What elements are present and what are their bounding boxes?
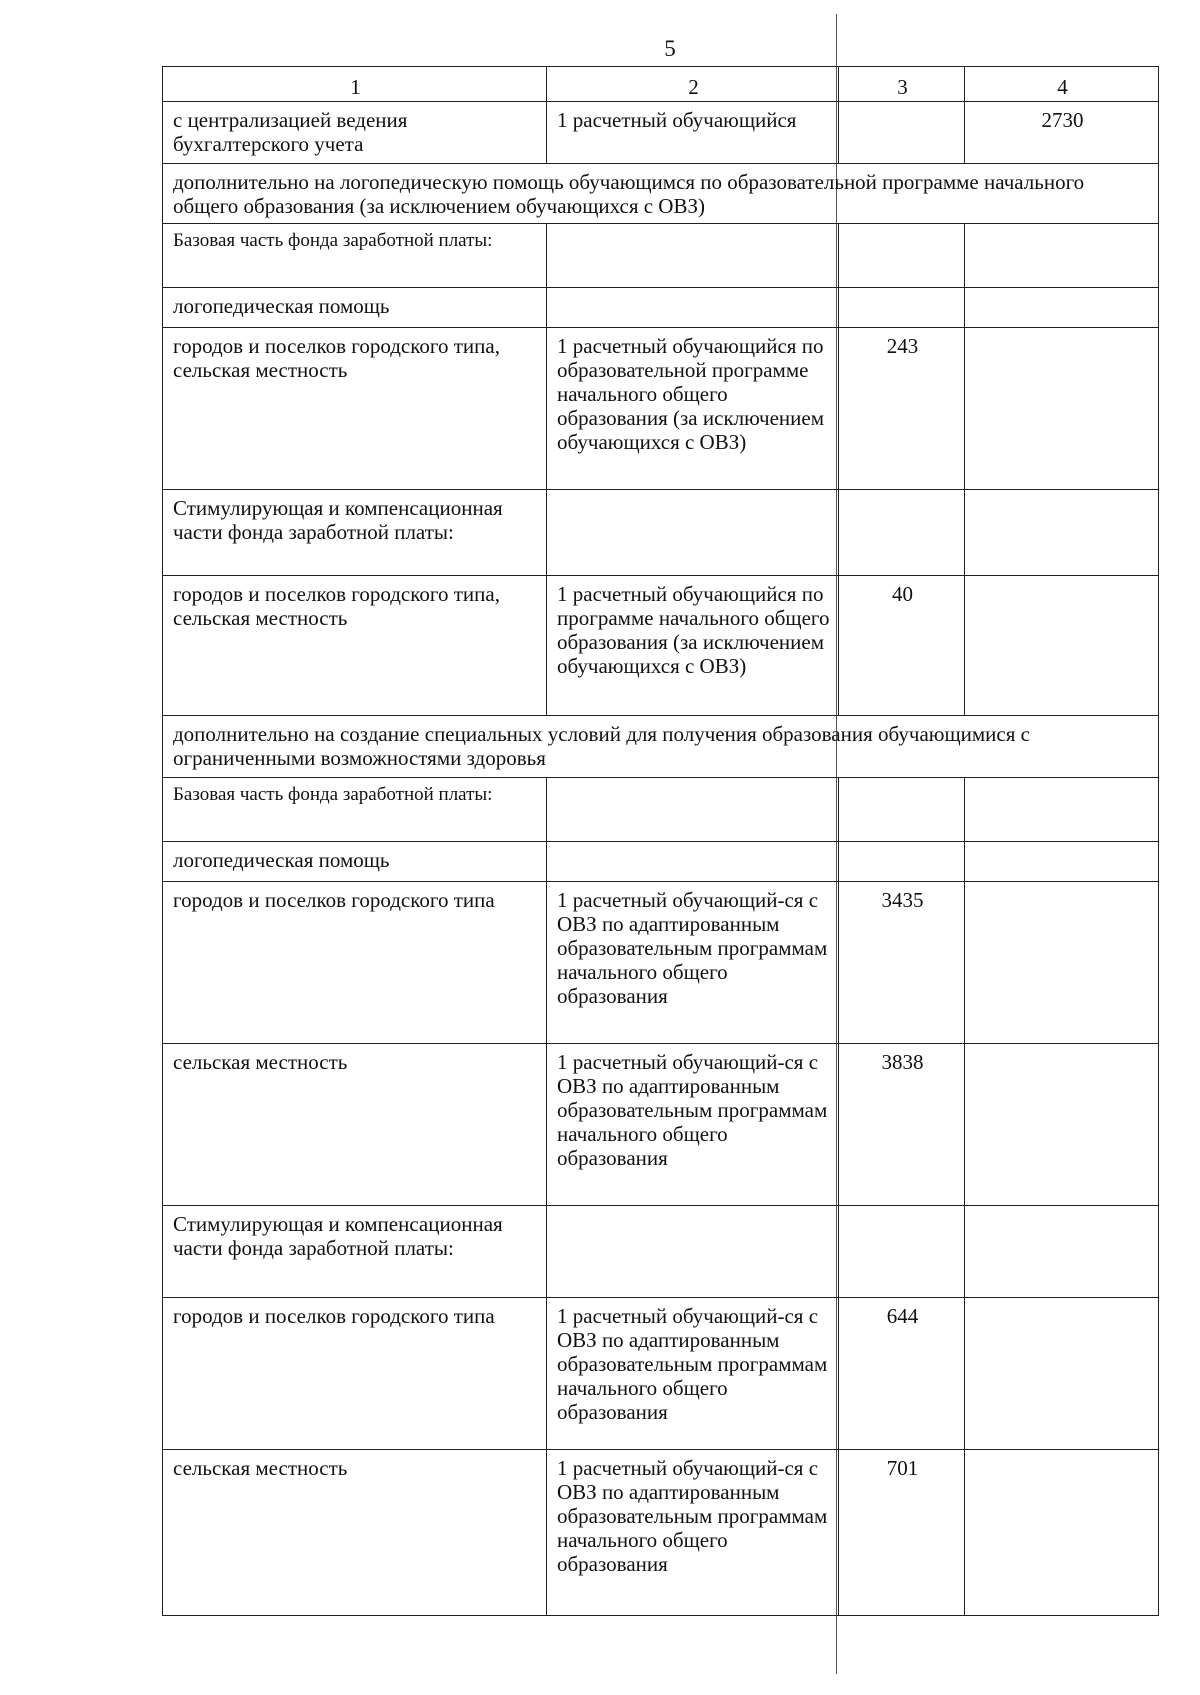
header-col-3: 3 — [839, 67, 965, 102]
table-cell-col-3 — [839, 842, 965, 882]
table-row — [163, 1450, 1159, 1616]
table-row — [163, 1206, 1159, 1298]
page-number: 5 — [664, 36, 676, 61]
table-row — [163, 224, 1159, 288]
table-cell-col-2: 1 расчетный обучающийся по программе начального общего образования (за исключением обучающихся с ОВЗ) — [547, 576, 839, 716]
table-cell-col-3: 243 — [839, 328, 965, 490]
table-row — [163, 778, 1159, 842]
table-cell-col-1: Базовая часть фонда заработной платы: — [163, 224, 547, 288]
table-cell-col-1: городов и поселков городского типа, сельская местность — [163, 576, 547, 716]
table-row — [163, 102, 1159, 164]
table-cell-col-3 — [839, 778, 965, 842]
table-cell-col-1: городов и поселков городского типа, сельская местность — [163, 328, 547, 490]
table-cell-col-1: с централизацией ведения бухгалтерского учета — [163, 102, 547, 164]
table-cell-col-1: Стимулирующая и компенсационная части фонда заработной платы: — [163, 1206, 547, 1298]
table-cell-col-1: сельская местность — [163, 1044, 547, 1206]
table-cell-col-4 — [965, 328, 1159, 490]
table-row — [163, 490, 1159, 576]
table-cell-col-1: логопедическая помощь — [163, 288, 547, 328]
table-cell-col-3: 701 — [839, 1450, 965, 1616]
header-col-2: 2 — [547, 67, 839, 102]
table-cell-col-4 — [965, 1206, 1159, 1298]
table-cell-col-4 — [965, 1044, 1159, 1206]
table-cell-col-2 — [547, 288, 839, 328]
table-cell-col-2: 1 расчетный обучающий-ся с ОВЗ по адаптированным образовательным программам начального общего образования — [547, 1044, 839, 1206]
header-col-4: 4 — [965, 67, 1159, 102]
table-cell-col-2: 1 расчетный обучающий-ся с ОВЗ по адаптированным образовательным программам начального общего образования — [547, 1450, 839, 1616]
table-row — [163, 576, 1159, 716]
table-cell-col-2 — [547, 1206, 839, 1298]
section-heading-cell: дополнительно на логопедическую помощь обучающимся по образовательной программе начального общего образования (за исключением обучающихся с ОВЗ) — [163, 164, 1159, 224]
table-cell-col-2: 1 расчетный обучающий-ся с ОВЗ по адаптированным образовательным программам начального общего образования — [547, 1298, 839, 1450]
table-cell-col-4 — [965, 490, 1159, 576]
table-row — [163, 842, 1159, 882]
section-heading-cell: дополнительно на создание специальных условий для получения образования обучающимися с ограниченными возможностями здоровья — [163, 716, 1159, 778]
table-cell-col-3 — [839, 1206, 965, 1298]
table-cell-col-2 — [547, 224, 839, 288]
table-row — [163, 288, 1159, 328]
table-cell-col-3: 40 — [839, 576, 965, 716]
table-row — [163, 1044, 1159, 1206]
table-cell-col-1: Стимулирующая и компенсационная части фонда заработной платы: — [163, 490, 547, 576]
table-cell-col-4 — [965, 224, 1159, 288]
table-section-row — [163, 716, 1159, 778]
table-cell-col-2: 1 расчетный обучающий-ся с ОВЗ по адаптированным образовательным программам начального общего образования — [547, 882, 839, 1044]
table-cell-col-3: 3838 — [839, 1044, 965, 1206]
table-cell-col-3 — [839, 490, 965, 576]
table-cell-col-3: 3435 — [839, 882, 965, 1044]
table-cell-col-4 — [965, 1298, 1159, 1450]
table-cell-col-4: 2730 — [965, 102, 1159, 164]
table-cell-col-2: 1 расчетный обучающийся — [547, 102, 839, 164]
tariff-table — [162, 66, 1159, 1616]
table-cell-col-1: городов и поселков городского типа — [163, 882, 547, 1044]
table-cell-col-2: 1 расчетный обучающийся по образовательной программе начального общего образования (за исключением обучающихся с ОВЗ) — [547, 328, 839, 490]
table-cell-col-3: 644 — [839, 1298, 965, 1450]
table-row — [163, 328, 1159, 490]
table-cell-col-1: Базовая часть фонда заработной платы: — [163, 778, 547, 842]
table-cell-col-2 — [547, 778, 839, 842]
table-cell-col-2 — [547, 490, 839, 576]
table-cell-col-1: сельская местность — [163, 1450, 547, 1616]
table-section-row — [163, 164, 1159, 224]
table-cell-col-4 — [965, 576, 1159, 716]
table-row — [163, 882, 1159, 1044]
table-cell-col-1: городов и поселков городского типа — [163, 1298, 547, 1450]
table-cell-col-1: логопедическая помощь — [163, 842, 547, 882]
table-cell-col-4 — [965, 778, 1159, 842]
table-cell-col-4 — [965, 842, 1159, 882]
table-cell-col-2 — [547, 842, 839, 882]
table-cell-col-3 — [839, 102, 965, 164]
table-cell-col-4 — [965, 882, 1159, 1044]
header-col-1: 1 — [163, 67, 547, 102]
table-row — [163, 1298, 1159, 1450]
table-cell-col-4 — [965, 288, 1159, 328]
table-header-row — [163, 67, 1159, 102]
table-cell-col-3 — [839, 224, 965, 288]
table-cell-col-3 — [839, 288, 965, 328]
table-cell-col-4 — [965, 1450, 1159, 1616]
